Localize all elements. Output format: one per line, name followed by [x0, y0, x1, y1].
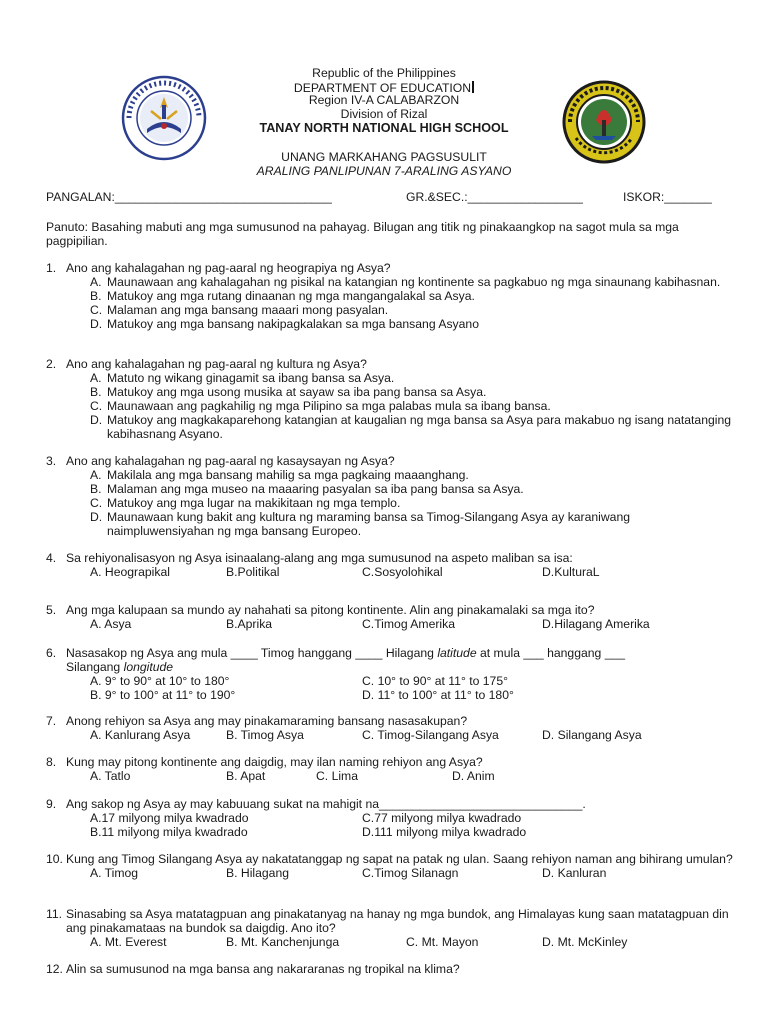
choice-a[interactable]: A. Mt. Everest [90, 935, 167, 949]
choice-c[interactable]: C.Timog Amerika [362, 617, 456, 631]
choices-row [46, 674, 736, 688]
question-6 [46, 646, 736, 702]
question-number: 2. [46, 357, 57, 371]
question-number: 6. [46, 646, 57, 660]
option-text: Maunawaan ang kahalagahan ng pisikal na katangian ng kontinente sa pagkabuo ng mga sinaunang kabihasnan. [107, 275, 721, 289]
choice-a[interactable]: A. Heograpikal [90, 565, 170, 579]
option-letter: C. [90, 303, 103, 317]
choices-row [46, 769, 736, 783]
option-letter: A. [90, 275, 102, 289]
choices-row [46, 728, 736, 742]
option-letter: A. [90, 468, 102, 482]
question-number: 4. [46, 551, 57, 565]
choice-a[interactable]: A. Timog [90, 866, 139, 880]
option-c[interactable] [46, 303, 736, 317]
option-c[interactable] [46, 399, 736, 413]
question-1 [46, 261, 736, 331]
choices-row [46, 825, 736, 839]
question-number: 5. [46, 603, 57, 617]
question-text: Ano ang kahalagahan ng pag-aaral ng kultura ng Asya? [66, 357, 367, 371]
option-text: Matukoy ang magkakaparehong katangian at kaugalian ng mga bansa sa Asya para makabuo ng isang natatanging kabihasnang Asyano. [107, 413, 732, 441]
header-division: Division of Rizal [340, 106, 428, 121]
option-letter: D. [90, 413, 103, 427]
question-text: Sinasabing sa Asya matatagpuan ang pinakatanyag na hanay ng mga bundok, ang Himalayas kung saan matatagpuan din ang pinakamataas na bundok sa daigdig. Ano ito? [66, 907, 729, 935]
choice-c[interactable]: C. 10° to 90° at 11° to 175° [362, 674, 508, 688]
question-number: 3. [46, 454, 57, 468]
choice-d[interactable]: D.Hilagang Amerika [542, 617, 650, 631]
header-department: DEPARTMENT OF EDUCATION [0, 81, 768, 95]
option-a[interactable] [46, 371, 736, 385]
question-text: Ano ang kahalagahan ng pag-aaral ng heograpiya ng Asya? [66, 261, 391, 275]
option-b[interactable] [46, 385, 736, 399]
document-header [0, 67, 768, 136]
choice-a[interactable]: A. Tatlo [90, 769, 131, 783]
choices-row [46, 935, 736, 949]
question-text: Kung ang Timog Silangang Asya ay nakatatanggap ng sapat na patak ng ulan. Saang rehiyon naman ang bihirang umulan? [66, 852, 733, 866]
choice-d[interactable]: D. Kanluran [542, 866, 607, 880]
option-letter: D. [90, 317, 103, 331]
question-number: 1. [46, 261, 57, 275]
choice-d[interactable]: D. 11° to 100° at 11° to 180° [362, 688, 514, 702]
choice-c[interactable]: C. Lima [316, 769, 358, 783]
question-text: Alin sa sumusunod na mga bansa ang nakararanas ng tropikal na klima? [66, 962, 460, 976]
exam-title-block [0, 150, 768, 178]
exam-subject: ARALING PANLIPUNAN 7-ARALING ASYANO [256, 164, 512, 178]
option-letter: C. [90, 496, 103, 510]
question-number: 9. [46, 797, 57, 811]
choice-c[interactable]: C. Timog-Silangang Asya [362, 728, 499, 742]
option-letter: B. [90, 482, 102, 496]
question-text: Kung may pitong kontinente ang daigdig, may ilan naming rehiyon ang Asya? [66, 755, 483, 769]
choice-b[interactable]: B. Apat [226, 769, 266, 783]
choice-b[interactable]: B. 9° to 100° at 11° to 190° [90, 688, 236, 702]
option-letter: C. [90, 399, 103, 413]
question-text: Sa rehiyonalisasyon ng Asya isinaalang-alang ang mga sumusunod na aspeto maliban sa isa: [66, 551, 573, 565]
choice-d[interactable]: D.111 milyong milya kwadrado [362, 825, 527, 839]
option-text: Malaman ang mga bansang maaari mong pasyalan. [107, 303, 389, 317]
question-8 [46, 755, 736, 783]
option-b[interactable] [46, 289, 736, 303]
choice-d[interactable]: D. Silangang Asya [542, 728, 642, 742]
choice-d[interactable]: D.KulturaL [542, 565, 600, 579]
option-letter: B. [90, 385, 102, 399]
choice-b[interactable]: B.Aprika [226, 617, 273, 631]
question-text: Ang mga kalupaan sa mundo ay nahahati sa pitong kontinente. Alin ang pinakamalaki sa mga ito? [66, 603, 595, 617]
question-number: 7. [46, 714, 57, 728]
student-info-row [46, 190, 736, 204]
choice-c[interactable]: C.Sosyolohikal [362, 565, 443, 579]
question-number: 8. [46, 755, 57, 769]
question-number: 12. [46, 962, 63, 976]
option-text: Matukoy ang mga lugar na makikitaan ng mga templo. [107, 496, 401, 510]
question-text: Nasasakop ng Asya ang mula ____ Timog hanggang ____ Hilagang latitude at mula ___ hanggang ___ Silangang longitude [66, 646, 626, 674]
choice-a[interactable]: A. Kanlurang Asya [90, 728, 191, 742]
option-d[interactable] [46, 510, 736, 538]
question-text: Anong rehiyon sa Asya ang may pinakamaraming bansang nasasakupan? [66, 714, 468, 728]
question-4 [46, 551, 736, 579]
header-school-name: TANAY NORTH NATIONAL HIGH SCHOOL [259, 121, 509, 135]
option-text: Matukoy ang mga bansang nakipagkalakan sa mga bansang Asyano [107, 317, 479, 331]
option-letter: A. [90, 371, 102, 385]
choice-b[interactable]: B. Mt. Kanchenjunga [226, 935, 340, 949]
choice-a[interactable]: A. 9° to 90° at 10° to 180° [90, 674, 230, 688]
choice-c[interactable]: C.77 milyong milya kwadrado [362, 811, 522, 825]
option-letter: D. [90, 510, 103, 524]
question-number: 11. [46, 907, 63, 921]
choice-c[interactable]: C.Timog Silanagn [362, 866, 459, 880]
instructions: Panuto: Basahing mabuti ang mga sumusunod na pahayag. Bilugan ang titik ng pinakaangkop na sagot mula sa mga pagpipilian. [46, 220, 679, 248]
option-a[interactable] [46, 275, 736, 289]
choice-d[interactable]: D. Anim [452, 769, 495, 783]
choice-a[interactable]: A.17 milyong milya kwadrado [90, 811, 249, 825]
question-5 [46, 603, 736, 631]
question-text: Ang sakop ng Asya ay may kabuuang sukat na mahigit na______________________________. [66, 797, 586, 811]
choice-b[interactable]: B.11 milyong milya kwadrado [90, 825, 248, 839]
choice-c[interactable]: C. Mt. Mayon [406, 935, 479, 949]
choices-row [46, 617, 736, 631]
question-text: Ano ang kahalagahan ng pag-aaral ng kasaysayan ng Asya? [66, 454, 395, 468]
question-9 [46, 797, 736, 839]
option-text: Makilala ang mga bansang mahilig sa mga pagkaing maaanghang. [107, 468, 469, 482]
option-d[interactable] [46, 413, 736, 441]
option-text: Matukoy ang mga rutang dinaanan ng mga mangangalakal sa Asya. [107, 289, 475, 303]
option-text: Matuto ng wikang ginagamit sa ibang bansa sa Asya. [107, 371, 395, 385]
question-10 [46, 852, 736, 880]
option-text: Maunawaan kung bakit ang kultura ng maraming bansa sa Timog-Silangang Asya ay karaniwang naimpluwensiyahan ng mga bansang Europeo. [107, 510, 631, 538]
choice-b[interactable]: B.Politikal [226, 565, 280, 579]
grade-section-field[interactable]: GR.&SEC.:_________________ [406, 190, 583, 204]
option-letter: B. [90, 289, 102, 303]
question-3 [46, 454, 736, 538]
choices-row [46, 565, 736, 579]
score-field[interactable]: ISKOR:_______ [623, 190, 712, 204]
option-c[interactable] [46, 496, 736, 510]
question-11 [46, 907, 736, 949]
question-7 [46, 714, 736, 742]
choice-b[interactable]: B. Hilagang [226, 866, 290, 880]
choice-d[interactable]: D. Mt. McKinley [542, 935, 628, 949]
name-field[interactable]: PANGALAN:________________________________ [46, 190, 332, 204]
choices-row [46, 688, 736, 702]
option-b[interactable] [46, 482, 736, 496]
question-2 [46, 357, 736, 441]
option-a[interactable] [46, 468, 736, 482]
option-text: Matukoy ang mga usong musika at sayaw sa iba pang bansa sa Asya. [107, 385, 487, 399]
choices-row [46, 811, 736, 825]
option-d[interactable] [46, 317, 736, 331]
choice-b[interactable]: B. Timog Asya [226, 728, 304, 742]
option-text: Malaman ang mga museo na maaaring pasyalan sa iba pang bansa sa Asya. [107, 482, 524, 496]
header-region: Region IV-A CALABARZON [308, 93, 460, 107]
question-12 [46, 962, 736, 976]
text-cursor [472, 81, 474, 93]
question-number: 10. [46, 852, 63, 866]
exam-title: UNANG MARKAHANG PAGSUSULIT [281, 150, 487, 164]
choice-a[interactable]: A. Asya [90, 617, 132, 631]
option-text: Maunawaan ang pagkahilig ng mga Pilipino sa mga palabas mula sa ibang bansa. [107, 399, 551, 413]
choices-row [46, 866, 736, 880]
header-republic: Republic of the Philippines [312, 66, 456, 80]
